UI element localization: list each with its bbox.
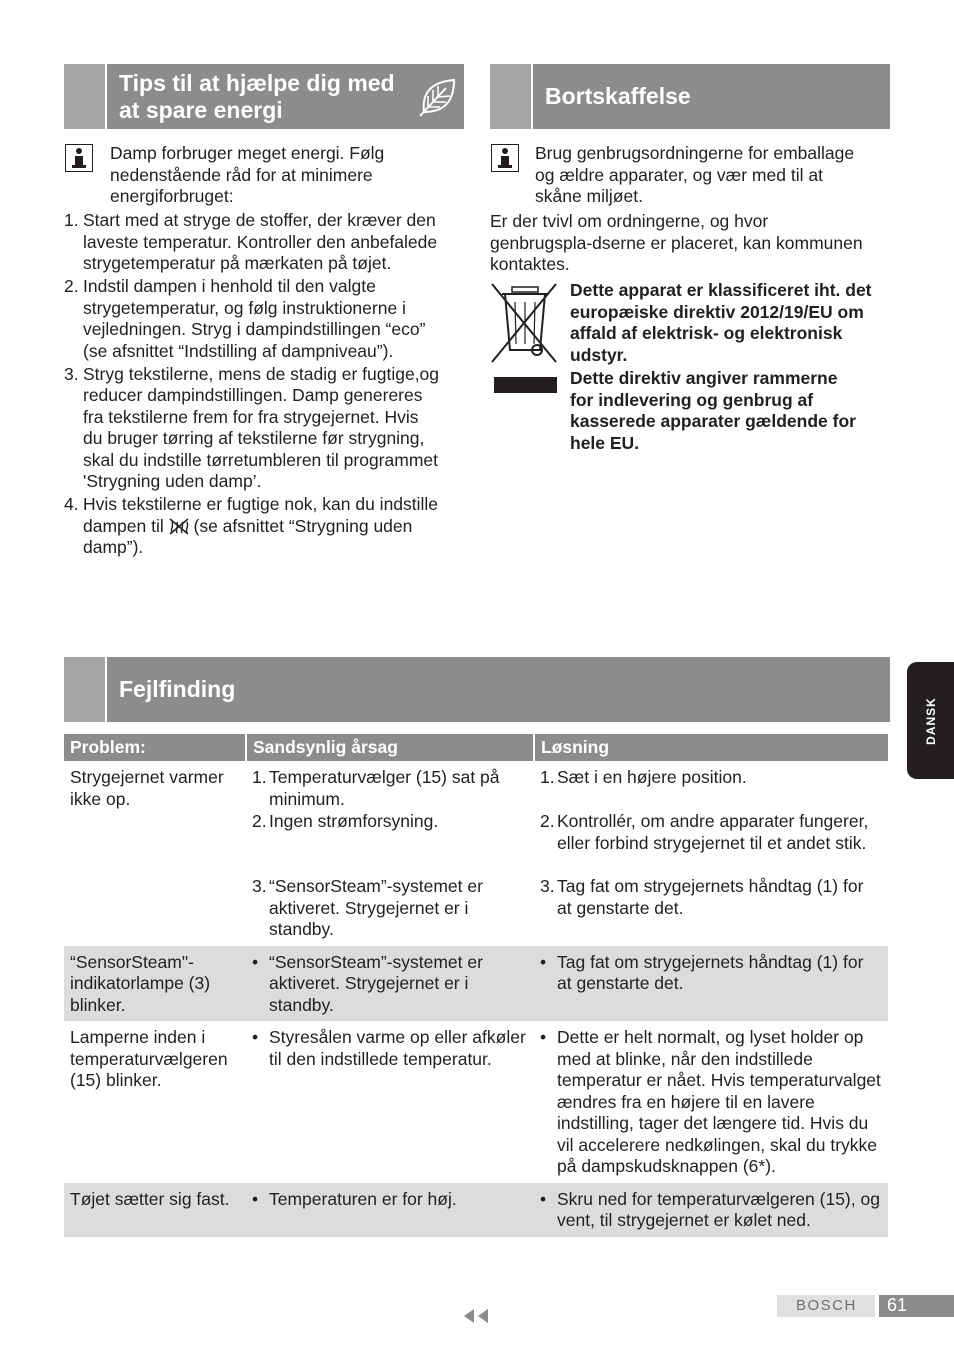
column-header-cause: Sandsynlig årsag xyxy=(246,734,534,761)
table-row xyxy=(64,1021,888,1183)
solution-cell: 1. Sæt i en højere position. 2. Kontrollér, om andre apparater fungerer, eller forbind strygejernet til et andet stik. 3. Tag fat om strygejernets håndtag (1) for at genstarte det. xyxy=(540,767,869,918)
solution-cell: • Skru ned for temperaturvælgeren (15), og vent, til strygejernet er kølet ned. xyxy=(534,1183,888,1237)
energy-title: Tips til at hjælpe dig med at spare energi xyxy=(119,70,395,123)
header-tab xyxy=(64,64,107,129)
problem-cell: Lamperne inden i temperaturvælgeren (15) blinker. xyxy=(70,1027,228,1090)
troubleshooting-header xyxy=(64,657,890,722)
language-tab: DANSK xyxy=(907,662,954,779)
disposal-title: Bortskaffelse xyxy=(545,83,691,109)
cause-cell: • “SensorSteam”-systemet er aktiveret. Strygejernet er i standby. xyxy=(246,946,534,1022)
disposal-section-header xyxy=(490,64,890,129)
list-item: 1. Start med at stryge de stoffer, der kræver den laveste temperatur. Kontroller den anbefalede strygetemperatur på mærkaten på tøjet. xyxy=(64,210,438,273)
page-nav-icon xyxy=(464,1309,490,1323)
troubleshooting-table xyxy=(64,734,888,1237)
disposal-paragraph: Er der tvivl om ordningerne, og hvor genbrugspla-dserne er placeret, kan kommunen kontaktes. xyxy=(490,211,863,274)
info-icon xyxy=(65,144,93,172)
energy-steps xyxy=(64,210,464,560)
energy-note: Damp forbruger meget energi. Følg nedenstående råd for at minimere energiforbruget: xyxy=(110,143,385,206)
energy-section-header xyxy=(64,64,464,129)
list-item: 2. Indstil dampen i henhold til den valgte strygetemperatur, og følg instruktionerne i vejledningen. Stryg i dampindstillingen “eco” (se afsnittet “Indstilling af dampniveau”). xyxy=(64,276,426,361)
solution-cell: • Dette er helt normalt, og lyset holder op med at blinke, når den indstillede temperatur er nået. Hvis temperaturvalget ændres fra en højere til en lavere indstilling, tager det længere tid. Hvis du vil accelerere nedkølingen, skal du trykke på dampskudsknappen (6*). xyxy=(540,1027,881,1176)
cause-cell: 1. Temperaturvælger (15) sat på minimum. 2. Ingen strømforsyning. 3. “SensorSteam”-systemet er aktiveret. Strygejernet er i standby. xyxy=(252,767,500,939)
table-row xyxy=(64,1183,888,1237)
table-header-row xyxy=(64,734,888,761)
problem-cell: Strygejernet varmer ikke op. xyxy=(70,767,224,809)
no-steam-icon xyxy=(169,517,189,535)
solution-cell: • Tag fat om strygejernets håndtag (1) for at genstarte det. xyxy=(534,946,888,1022)
cause-cell: • Styresålen varme op eller afkøler til den indstillede temperatur. xyxy=(252,1027,526,1069)
weee-text: Dette apparat er klassificeret iht. det europæiske direktiv 2012/19/EU om affald af elektrisk- og elektronisk udstyr. xyxy=(570,280,872,365)
column-header-problem: Problem: xyxy=(64,734,246,761)
table-row xyxy=(64,946,888,1022)
column-header-solution: Løsning xyxy=(534,734,888,761)
footer-brand: BOSCH xyxy=(777,1295,875,1317)
troubleshooting-title: Fejlfinding xyxy=(119,676,236,702)
list-item: 3. Stryg tekstilerne, mens de stadig er fugtige,og reducer dampindstillingen. Damp genereres fra tekstilerne frem for fra strygejernet. Hvis du bruger tørring af tekstilerne før strygning, skal du indstille tørretumbleren til programmet 'Strygning uden damp’. xyxy=(64,363,440,491)
info-icon xyxy=(491,144,519,172)
table-row xyxy=(64,761,888,946)
leaf-icon xyxy=(416,74,460,118)
header-tab xyxy=(64,657,107,722)
header-tab xyxy=(490,64,533,129)
cause-cell: • Temperaturen er for høj. xyxy=(246,1183,534,1237)
problem-cell: “SensorSteam"-indikatorlampe (3) blinker. xyxy=(64,946,246,1022)
list-item: 4. Hvis tekstilerne er fugtige nok, kan du indstille dampen til (se afsnittet “Strygning uden damp”). xyxy=(64,494,439,557)
weee-bar xyxy=(494,377,557,393)
crossed-bin-icon xyxy=(490,282,560,364)
page-number: 61 xyxy=(879,1295,954,1317)
directive-text: Dette direktiv angiver rammerne for indlevering og genbrug af kasserede apparater gældende for hele EU. xyxy=(570,368,856,453)
problem-cell: Tøjet sætter sig fast. xyxy=(64,1183,246,1237)
disposal-note: Brug genbrugsordningerne for emballage og ældre apparater, og vær med til at skåne miljøet. xyxy=(535,143,855,206)
